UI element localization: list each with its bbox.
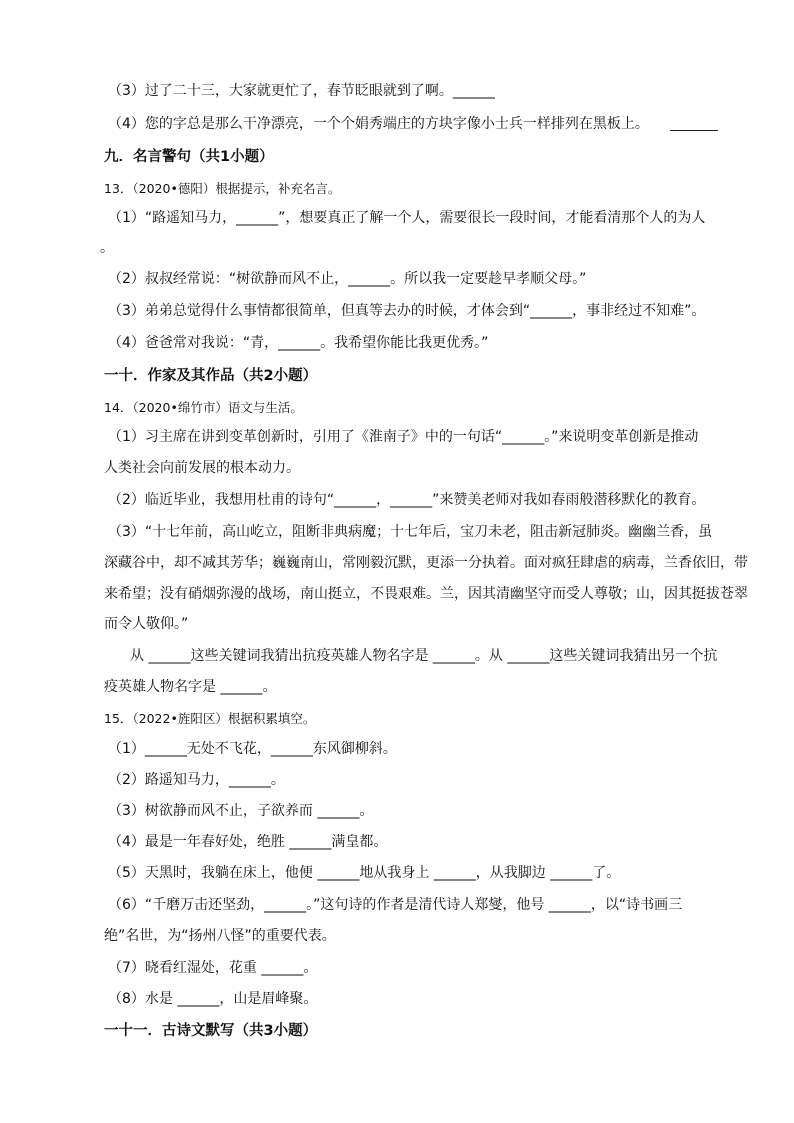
- question-line: （3）弟弟总觉得什么事情都很简单，但真等去办的时候，才体会到“______，事非经过不知难”。: [108, 303, 706, 319]
- question-line: （3）树欲静而风不止，子欲养而 ______。: [108, 803, 374, 819]
- question-line: （5）天黑时，我躺在床上，他便 ______地从我身上 ______，从我脚边 ______了。: [108, 865, 621, 881]
- question-line: （1）______无处不飞花，______东风御柳斜。: [108, 741, 397, 757]
- question-stem: 15．（2022•旌阳区）根据积累填空。: [104, 711, 316, 726]
- question-line: （3）“十七年前，高山屹立，阻断非典病魔；十七年后，宝刀未老，阻击新冠肺炎。幽幽兰香，虽: [108, 524, 713, 540]
- question-line: 疫英雄人物名字是 ______。: [104, 679, 277, 695]
- question-stem: 14．（2020•绵竹市）语文与生活。: [104, 400, 303, 415]
- question-line: （1）“路遥知马力，______”，想要真正了解一个人，需要很长一段时间，才能看清那个人的为人: [108, 210, 706, 226]
- question-line: 绝”名世，为“扬州八怪”的重要代表。: [104, 928, 336, 944]
- question-line: 而令人敬仰。”: [104, 616, 189, 632]
- question-line: （4）您的字总是那么干净漂亮，一个个娟秀端庄的方块字像小士兵一样排列在黑板上。: [108, 116, 649, 132]
- question-line: 人类社会向前发展的根本动力。: [104, 460, 300, 476]
- question-line: （4）最是一年春好处，绝胜 ______满皇都。: [108, 834, 388, 850]
- question-line: （3）过了二十三，大家就更忙了，春节眨眼就到了啊。______: [108, 83, 495, 99]
- section-heading: 一十．作家及其作品（共2小题）: [104, 368, 318, 384]
- answer-blank: [670, 114, 718, 131]
- question-line: （2）叔叔经常说：“树欲静而风不止，______。所以我一定要趁早孝顺父母。”: [108, 271, 587, 287]
- question-line: （7）晓看红湿处，花重 ______。: [108, 960, 318, 976]
- section-heading: 九．名言警句（共1小题）: [104, 149, 274, 165]
- question-line: 来希望；没有硝烟弥漫的战场，南山挺立，不畏艰难。兰，因其清幽坚守而受人尊敬；山，因其挺拔苍翠: [104, 586, 748, 602]
- question-line: 。: [100, 240, 114, 256]
- question-line: 深藏谷中，却不减其芳华；巍巍南山，常刚毅沉默，更添一分执着。面对疯狂肆虐的病毒，兰香依旧，带: [104, 555, 748, 571]
- question-line: （2）路遥知马力，______。: [108, 772, 285, 788]
- question-stem: 13．（2020•德阳）根据提示，补充名言。: [104, 181, 341, 196]
- question-line: （4）爸爸常对我说：“青，______。我希望你能比我更优秀。”: [108, 335, 489, 351]
- section-heading: 一十一．古诗文默写（共3小题）: [104, 1023, 318, 1039]
- question-line: （2）临近毕业，我想用杜甫的诗句“______，______”来赞美老师对我如春雨般潜移默化的教育。: [108, 492, 706, 508]
- question-line: （1）习主席在讲到变革创新时，引用了《淮南子》中的一句话“______。”来说明变革创新是推动: [108, 429, 699, 445]
- question-line: （6）“千磨万击还坚劲，______。”这句诗的作者是清代诗人郑燮，他号 ______，以“诗书画三: [108, 897, 683, 913]
- question-line: （8）水是 ______，山是眉峰聚。: [108, 991, 318, 1007]
- question-line: 从 ______这些关键词我猜出抗疫英雄人物名字是 ______。从 ______这些关键词我猜出另一个抗: [130, 648, 718, 664]
